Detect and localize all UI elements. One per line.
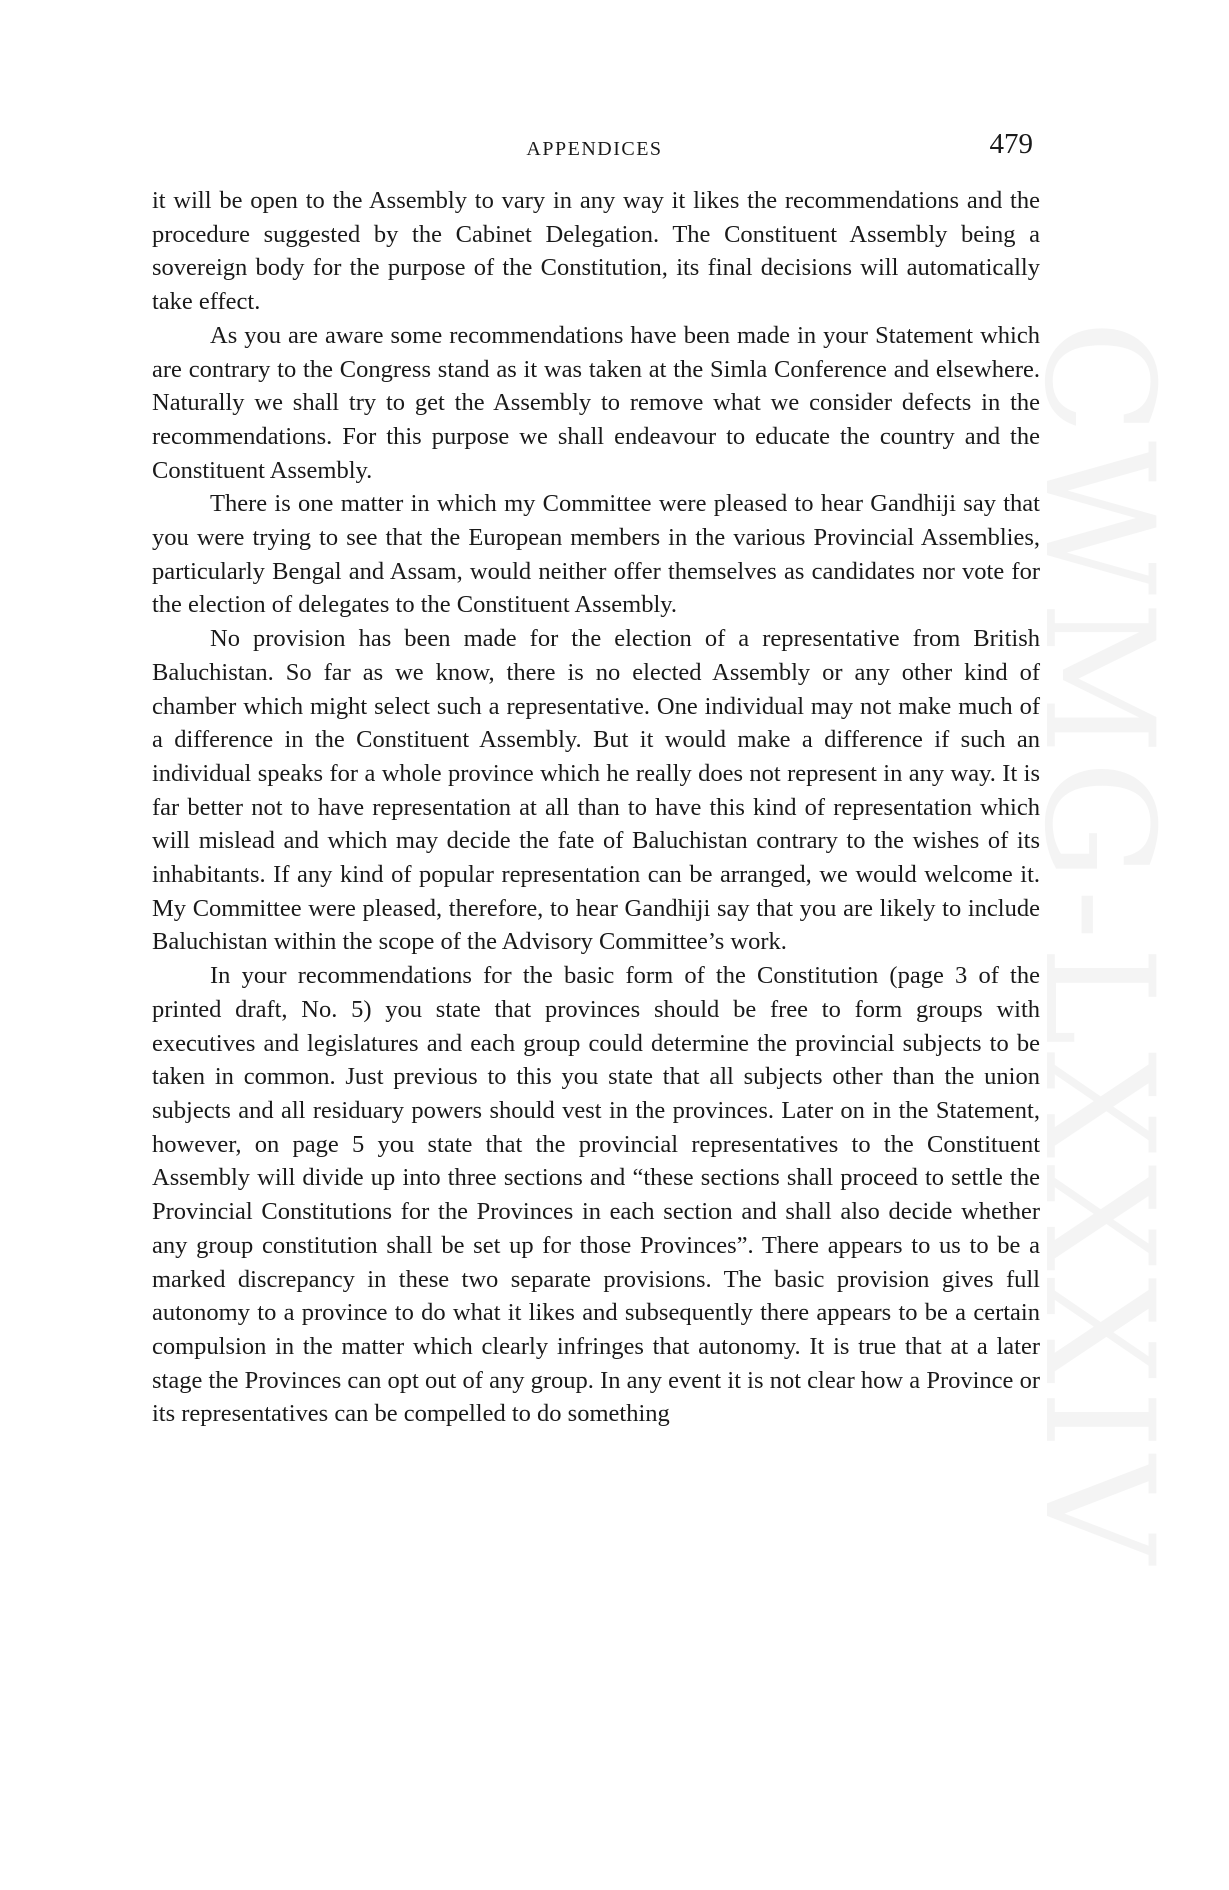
paragraph-1: it will be open to the Assembly to vary in any way it likes the recommendations and the procedure suggested by the Cabinet Delegation. The Constituent Assembly being a sovereign body for the purpose of the Constitution, its final decisions will automatically take effect. (152, 187, 1040, 316)
watermark (1011, 320, 1225, 1570)
running-head: APPENDICES (526, 138, 663, 160)
page-header (152, 128, 1037, 168)
paragraph-5: In your recommendations for the basic form of the Constitution (page 3 of the printed draft, No. 5) you state that provinces should be free to form groups with executives and legislatures and each group could determine the provincial subjects to be taken in common. Just previous to this you state that all subjects other than the union subjects and all residuary powers should vest in the provinces. Later on in the Statement, however, on page 5 you state that the provincial representatives to the Constituent Assembly will divide up into three sections and “these sections shall proceed to settle the Provincial Constitutions for the Provinces in each section and shall also decide whether any group constitution shall be set up for those Provinces”. There appears to us to be a marked discrepancy in these two separate provisions. The basic provision gives full autonomy to a province to do what it likes and subsequently there appears to be a certain compulsion in the matter which clearly infringes that autonomy. It is true that at a later stage the Provinces can opt out of any group. In any event it is not clear how a Province or its representatives can be compelled to do something (152, 962, 1040, 1428)
watermark-text: CWMG-LXXXIV (1011, 320, 1185, 1570)
paragraph-3: There is one matter in which my Committee were pleased to hear Gandhiji say that you were trying to see that the European members in the various Provincial Assemblies, particularly Bengal and Assam, would neither offer themselves as candidates nor vote for the election of delegates to the Constituent Assembly. (152, 490, 1040, 619)
body-text (152, 184, 1040, 1431)
paragraph-2: As you are aware some recommendations have been made in your Statement which are contrary to the Congress stand as it was taken at the Simla Conference and elsewhere. Naturally we shall try to get the Assembly to remove what we consider defects in the recommendations. For this purpose we shall endeavour to educate the country and the Constituent Assembly. (152, 321, 1040, 484)
page-number: 479 (989, 128, 1033, 160)
paragraph-4: No provision has been made for the election of a representative from British Baluchistan. So far as we know, there is no elected Assembly or any other kind of chamber which might select such a representative. One individual may not make much of a difference in the Constituent Assembly. But it would make a difference if such an individual speaks for a whole province which he really does not represent in any way. It is far better not to have representation at all than to have this kind of representation which will mislead and which may decide the fate of Baluchistan contrary to the wishes of its inhabitants. If any kind of popular representation can be arranged, we would welcome it. My Committee were pleased, therefore, to hear Gandhiji say that you are likely to include Baluchistan within the scope of the Advisory Committee’s work. (152, 625, 1040, 956)
